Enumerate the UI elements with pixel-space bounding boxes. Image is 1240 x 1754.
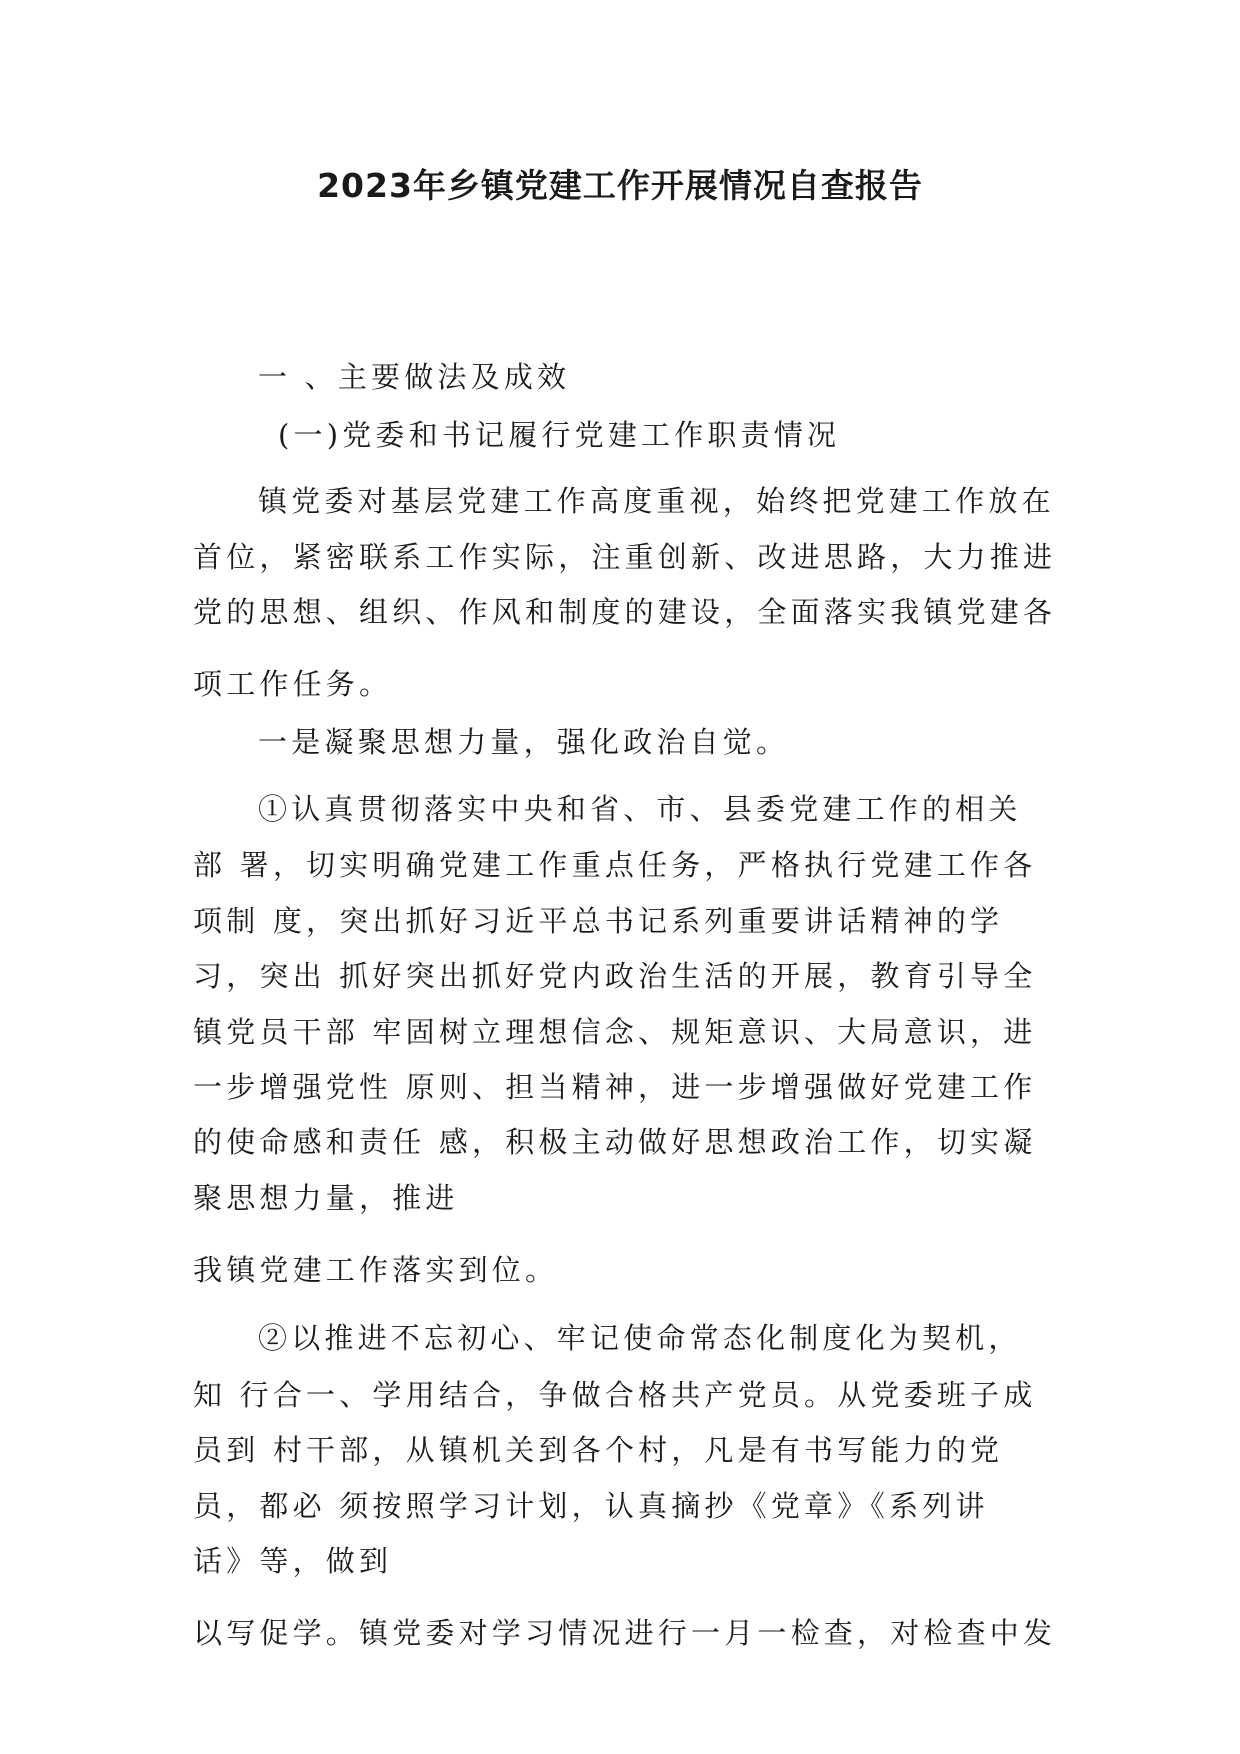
paragraph-line: 话》等，做到 (193, 1544, 393, 1578)
paragraph-line: 首位，紧密联系工作实际，注重创新、改进思路，大力推进 (193, 540, 1057, 574)
paragraph-line: 员，都必 须按照学习计划，认真摘抄《党章》《系列讲 (193, 1489, 989, 1523)
paragraph-line: 项工作任务。 (193, 667, 393, 701)
paragraph-line: 部 署，切实明确党建工作重点任务，严格执行党建工作各 (193, 848, 1037, 882)
paragraph-line: 习，突出 抓好突出抓好党内政治生活的开展，教育引导全 (193, 959, 1037, 993)
paragraph-line: 一是凝聚思想力量，强化政治自觉。 (258, 725, 790, 759)
paragraph-line: 以写促学。镇党委对学习情况进行一月一检查，对检查中发 (193, 1616, 1057, 1650)
paragraph-line: 员到 村干部，从镇机关到各个村，凡是有书写能力的党 (193, 1433, 1004, 1467)
paragraph-line: 镇党委对基层党建工作高度重视，始终把党建工作放在 (258, 484, 1055, 518)
paragraph-line: 知 行合一、学用结合，争做合格共产党员。从党委班子成 (193, 1378, 1037, 1412)
paragraph-line: 聚思想力量，推进 (193, 1181, 459, 1215)
paragraph-line: 的使命感和责任 感，积极主动做好思想政治工作，切实凝 (193, 1125, 1037, 1159)
paragraph-line: ②以推进不忘初心、牢记使命常态化制度化为契机， (258, 1321, 1022, 1355)
paragraph-line: 镇党员干部 牢固树立理想信念、规矩意识、大局意识，进 (193, 1015, 1037, 1049)
paragraph-line: ①认真贯彻落实中央和省、市、县委党建工作的相关 (258, 792, 1022, 826)
paragraph-line: 一步增强党性 原则、担当精神，进一步增强做好党建工作 (193, 1070, 1037, 1104)
paragraph-line: 党的思想、组织、作风和制度的建设，全面落实我镇党建各 (193, 595, 1057, 629)
paragraph-line: 项制 度，突出抓好习近平总书记系列重要讲话精神的学 (193, 904, 1004, 938)
paragraph-line: 我镇党建工作落实到位。 (193, 1253, 559, 1287)
section-heading: 一 、主要做法及成效 (258, 360, 571, 394)
subsection-heading: (一)党委和书记履行党建工作职责情况 (278, 418, 841, 452)
document-title: 2023年乡镇党建工作开展情况自查报告 (317, 166, 923, 205)
